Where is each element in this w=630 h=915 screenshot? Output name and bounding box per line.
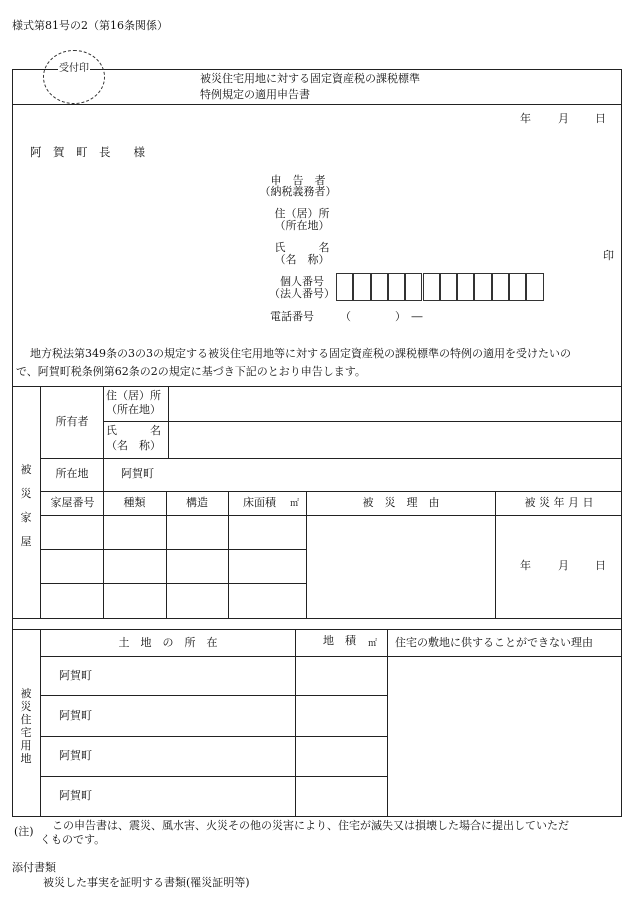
form-number: 様式第81号の2（第16条関係） — [12, 19, 168, 32]
owner-name-label: 氏 名 — [106, 424, 161, 437]
id-digit-box[interactable] — [474, 273, 491, 301]
seal-mark: 印 — [603, 249, 614, 262]
id-digit-box[interactable] — [492, 273, 509, 301]
applicant-address-field[interactable] — [345, 210, 595, 228]
attachments-item: 被災した事実を証明する書類(罹災証明等) — [43, 876, 250, 889]
owner-name-field[interactable] — [170, 430, 620, 448]
house-section-divider — [40, 386, 41, 619]
id-digit-box[interactable] — [440, 273, 457, 301]
addressee: 阿 賀 町 長 様 — [30, 145, 145, 159]
house-location-value[interactable]: 阿賀町 — [121, 467, 154, 480]
owner-address-label: 住（居）所 — [106, 389, 161, 402]
owner-name-sublabel: （名 称） — [106, 439, 161, 452]
house-bottom-divider — [12, 618, 622, 619]
land-row-divider-1 — [40, 695, 387, 696]
id-digit-box[interactable] — [336, 273, 353, 301]
land-row-divider-3 — [40, 776, 387, 777]
land-section-label: 被 災 住 宅 用 地 — [20, 687, 32, 765]
disaster-date-month: 月 — [558, 559, 569, 572]
house-row-divider-1 — [40, 549, 306, 550]
land-section-divider — [40, 629, 41, 817]
statement-line-1: 地方税法第349条の3の3の規定する被災住宅用地等に対する固定資産税の課税標準の特例の適用を受けたいの — [30, 347, 571, 360]
land-row-3-location[interactable]: 阿賀町 — [59, 749, 92, 762]
col-land-location: 土 地 の 所 在 — [118, 636, 218, 649]
note-line-1: この申告書は、震災、風水害、火災その他の災害により、住宅が滅失又は損壊した場合に提出していただ — [52, 819, 569, 832]
applicant-label-sub: （納税義務者） — [259, 185, 337, 198]
attachments-title: 添付書類 — [12, 861, 56, 874]
col-floor-area-unit: ㎡ — [290, 499, 300, 509]
id-digit-box[interactable] — [509, 273, 526, 301]
applicant-name-label: 氏 名 — [274, 241, 330, 254]
land-row-4-location[interactable]: 阿賀町 — [59, 789, 92, 802]
applicant-address-label: 住（居）所 — [274, 207, 330, 220]
owner-label: 所有者 — [55, 415, 89, 428]
owner-row-divider — [103, 421, 622, 422]
col-disaster-reason: 被 災 理 由 — [362, 496, 440, 509]
applicant-address-sublabel: （所在地） — [274, 219, 330, 232]
house-grid-v4 — [306, 491, 307, 619]
location-col-divider — [103, 458, 104, 491]
location-bottom-divider — [40, 491, 622, 492]
date-year: 年 — [520, 112, 531, 125]
id-digit-box[interactable] — [526, 273, 543, 301]
land-header-divider — [40, 656, 622, 657]
owner-address-sublabel: （所在地） — [106, 403, 161, 416]
house-grid-v2 — [166, 491, 167, 619]
col-land-reason: 住宅の敷地に供することができない理由 — [395, 636, 593, 649]
id-number-label: 個人番号 — [280, 275, 324, 288]
land-row-1-location[interactable]: 阿賀町 — [59, 669, 92, 682]
disaster-date-day: 日 — [595, 559, 606, 572]
date-month: 月 — [558, 112, 569, 125]
phone-label: 電話番号 — [270, 310, 314, 323]
col-disaster-date: 被 災 年 月 日 — [524, 496, 594, 509]
land-row-divider-2 — [40, 736, 387, 737]
house-row-divider-2 — [40, 583, 306, 584]
owner-field-divider — [168, 386, 169, 459]
id-digit-box[interactable] — [353, 273, 370, 301]
land-row-2-location[interactable]: 阿賀町 — [59, 709, 92, 722]
title-divider — [12, 104, 622, 105]
id-number-sublabel: （法人番号） — [269, 287, 335, 300]
house-grid-v1 — [103, 491, 104, 619]
col-house-structure: 構造 — [186, 496, 208, 509]
id-digit-box[interactable] — [423, 273, 440, 301]
phone-field[interactable]: （ ） ― — [340, 310, 423, 323]
disaster-date-year: 年 — [520, 559, 531, 572]
land-top-divider — [12, 629, 622, 630]
house-grid-v3 — [228, 491, 229, 619]
col-house-number: 家屋番号 — [50, 496, 95, 509]
land-grid-v1 — [295, 629, 296, 817]
house-section-label: 被 災 家 屋 — [20, 463, 32, 548]
house-location-label: 所在地 — [55, 467, 89, 480]
applicant-label: 申 告 者 — [270, 174, 326, 187]
owner-col-divider — [103, 386, 104, 459]
id-digit-box[interactable] — [405, 273, 422, 301]
receipt-stamp-circle — [43, 50, 105, 104]
statement-line-2: で、阿賀町税条例第62条の2の規定に基づき下記のとおり申告します。 — [16, 365, 366, 378]
note-label: (注) — [14, 825, 34, 838]
col-floor-area: 床面積 — [243, 496, 276, 509]
title-line-2: 特例規定の適用申告書 — [200, 88, 310, 101]
receipt-stamp-label: 受付印 — [59, 63, 89, 74]
house-grid-v5 — [495, 491, 496, 619]
id-digit-box[interactable] — [388, 273, 405, 301]
owner-bottom-divider — [40, 458, 622, 459]
id-digit-box[interactable] — [457, 273, 474, 301]
note-line-2: くものです。 — [40, 833, 106, 846]
owner-address-field[interactable] — [170, 392, 620, 410]
col-house-type: 種類 — [123, 496, 146, 509]
id-digit-box[interactable] — [371, 273, 388, 301]
applicant-name-sublabel: （名 称） — [274, 253, 330, 266]
date-day: 日 — [595, 112, 606, 125]
col-land-area: 地 積 — [323, 634, 356, 647]
applicant-name-field[interactable] — [345, 244, 595, 262]
land-grid-v2 — [387, 629, 388, 817]
title-line-1: 被災住宅用地に対する固定資産税の課税標準 — [200, 72, 420, 85]
house-header-divider — [40, 515, 622, 516]
col-land-area-unit: ㎡ — [368, 639, 378, 649]
